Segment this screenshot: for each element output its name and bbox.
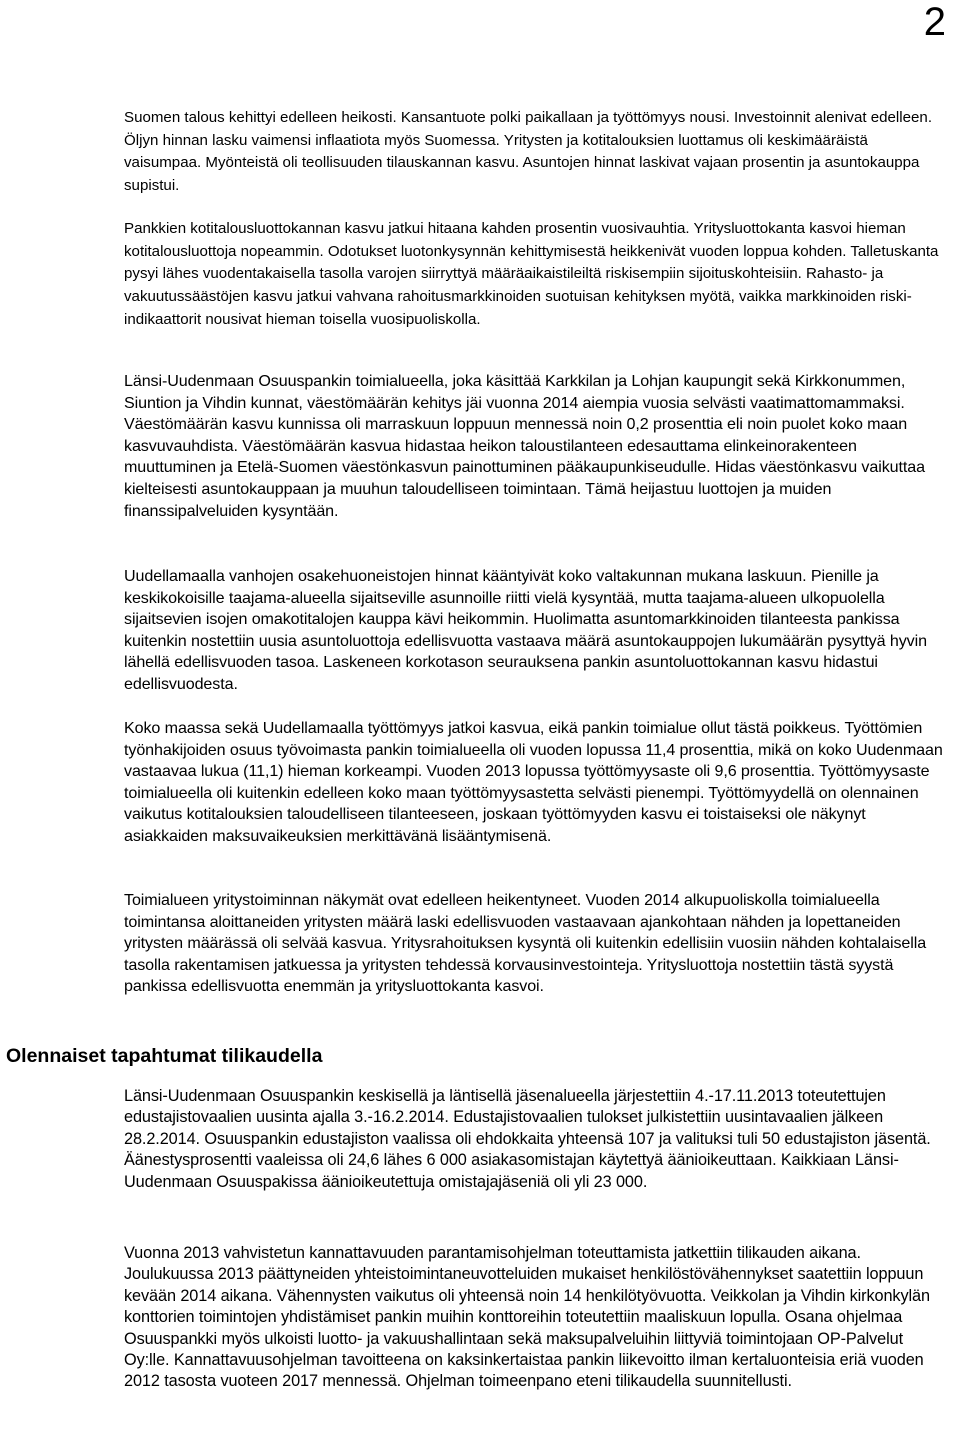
paragraph-business: Toimialueen yritystoiminnan näkymät ovat edelleen heikentyneet. Vuoden 2014 alkupuoliskolla toimialueella toimintansa aloittaneiden yritysten määrä laski edellisvuoden vastaavaan ajankohtaan nähden ja lopettaneiden yritysten määrässä oli selvää kasvua. Yritysrahoituksen kysyntä oli kuitenkin edellisiin vuosiin nähden kohtalaisella tasolla rakentamisen jatkuessa ja yritysten tehdessä korvausinvestointeja. Yritysluottoja nostettiin tästä syystä pankissa edellisvuotta enemmän ja yritysluottokanta kasvoi. <box>124 891 927 996</box>
paragraph-profitability: Vuonna 2013 vahvistetun kannattavuuden parantamisohjelman toteuttamista jatkettiin tilikauden aikana. Joulukuussa 2013 päättyneiden yhteistoimintaneuvotteluiden mukaiset henkilöstövähennykset saatettiin loppuun kevään 2014 aikana. Vähennysten vaikutus oli yhteensä noin 14 henkilötyövuotta. Veikkolan ja Vihdin kirkonkylän konttorien toimintojen yhdistämiset pankin muihin konttoreihin toteutettiin maaliskuun lopulla. Osana ohjelmaa Osuuspankki myös ulkoisti luotto- ja vakuushallintaan sekä maksupalveluihin liittyviä toimintojaan OP-Palvelut Oy:lle. Kannattavuusohjelman tavoitteena on kaksinkertaistaa pankin liikevoitto ilman kertaluonteisia eriä vuoden 2012 tasosta vuoteen 2017 mennessä. Ohjelman toimeenpano eteni tilikaudella suunnitellusti. <box>124 1244 930 1391</box>
paragraph-economy: Suomen talous kehittyi edelleen heikosti. Kansantuote polki paikallaan ja työttömyys nousi. Investoinnit alenivat edelleen. Öljyn hinnan lasku vaimensi inflaatiota myös Suomessa. Yritysten ja kotitalouksien luottamus oli keskimääräistä vaisumpaa. Myönteistä oli teollisuuden tilauskannan kasvu. Asuntojen hinnat laskivat vajaan prosentin ja asuntokauppa supistui. <box>124 109 933 195</box>
paragraph-elections: Länsi-Uudenmaan Osuuspankin keskisellä ja läntisellä jäsenalueella järjestettiin 4.-17.11.2013 toteutettujen edustajistovaalien uusinta ajalla 3.-16.2.2014. Edustajistovaalien tulokset julkistettiin uusintavaalien jälkeen 28.2.2014. Osuuspankin edustajiston vaalissa oli ehdokkaita yhteensä 107 ja valituksi tuli 50 edustajiston jäsentä. Äänestysprosentti vaaleissa oli 24,6 lähes 6 000 asiakasomistajan käytettyä äänioikeuttaan. Kaikkiaan Länsi-Uudenmaan Osuuspakissa äänioikeutettuja omistajajäseniä oli yli 23 000. <box>124 1087 931 1191</box>
paragraph-unemployment: Koko maassa sekä Uudellamaalla työttömyys jatkoi kasvua, eikä pankin toimialue ollut tästä poikkeus. Työttömien työnhakijoiden osuus työvoimasta pankin toimialueella oli vuoden lopussa 11,4 prosenttia, mikä on koko Uudenmaan vastaavaa lukua (11,1) hieman korkeampi. Vuoden 2013 lopussa työttömyysaste oli 9,6 prosenttia. Työttömyysaste toimialueella oli kuitenkin edelleen koko maan työttömyysastetta selvästi pienempi. Työttömyydellä on olennainen vaikutus kotitalouksien taloudelliseen tilanteeseen, joskaan työttömyyden kasvu ei toistaiseksi ole näkynyt asiakkaiden maksuvaikeuksien merkittävänä lisääntymisenä. <box>124 719 943 845</box>
paragraph-housing: Uudellamaalla vanhojen osakehuoneistojen hinnat kääntyivät koko valtakunnan mukana laskuun. Pienille ja keskikokoisille taajama-alueella sijaitseville asunnoille riitti vielä kysyntää, mutta taajama-alueen ulkopuolella sijaitsevien isojen omakotitalojen kauppa kävi heikommin. Huolimatta asuntomarkkinoiden tilanteesta pankissa kuitenkin nostettiin uusia asuntoluottoja edellisvuotta vastaava määrä asuntokauppojen lukumäärän pysyttyä hyvin lähellä edellisvuoden tasoa. Laskeneen korkotason seurauksena pankin asuntoluottokannan kasvu hidastui edellisvuodesta. <box>124 567 927 693</box>
paragraph-loans: Pankkien kotitalousluottokannan kasvu jatkui hitaana kahden prosentin vuosivauhtia. Yritysluottokanta kasvoi hieman kotitalousluottoja nopeammin. Odotukset luotonkysynnän kehittymisestä heikkenivät vuoden loppua kohden. Talletuskanta pysyi lähes vuodentakaisella tasolla varojen siirryttyä määräaikaistileiltä riskisempiin sijoituskohteisiin. Rahasto- ja vakuutussäästöjen kasvu jatkui vahvana rahoitusmarkkinoiden suotuisan kehityksen myötä, vaikka markkinoiden riski-indikaattorit nousivat hieman toisella vuosipuoliskolla. <box>124 220 939 328</box>
page-number: 2 <box>923 0 946 44</box>
paragraph-region: Länsi-Uudenmaan Osuuspankin toimialueella, joka käsittää Karkkilan ja Lohjan kaupungit sekä Kirkkonummen, Siuntion ja Vihdin kunnat, väestömäärän kehitys jäi vuonna 2014 aiempia vuosia selvästi vaatimattomammaksi. Väestömäärän kasvu kunnissa oli marraskuun loppuun mennessä noin 0,2 prosenttia eli noin puolet koko maan kasvuvauhdista. Väestömäärän kasvua hidastaa heikon taloustilanteen edesauttama elinkeinorakenteen muuttuminen ja Etelä-Suomen väestönkasvun painottuminen pääkaupunkiseudulle. Hidas väestönkasvu vaikuttaa kielteisesti asuntokauppaan ja muuhun taloudelliseen toimintaan. Tämä heijastuu luottojen ja muiden finanssipalveluiden kysyntään. <box>124 372 925 520</box>
section-heading-events: Olennaiset tapahtumat tilikaudella <box>6 1045 323 1067</box>
